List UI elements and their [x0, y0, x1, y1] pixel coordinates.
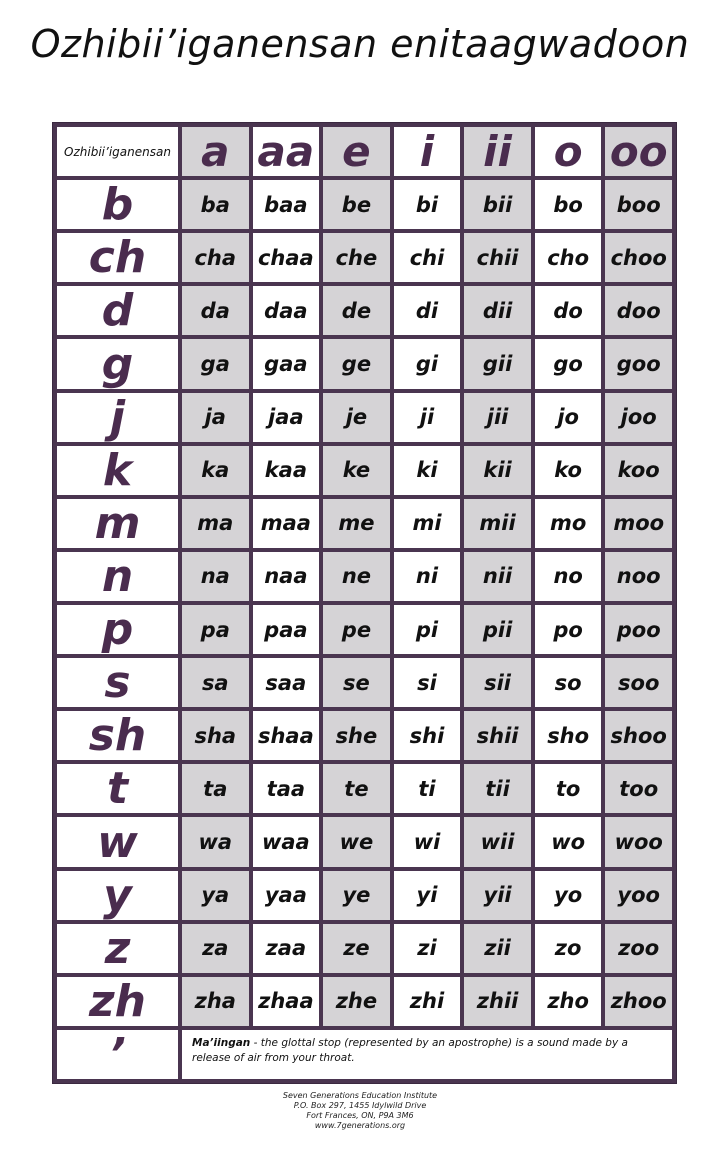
syllable-cell: goo: [605, 339, 672, 388]
syllable-cell: gaa: [253, 339, 320, 388]
syllable-cell: doo: [605, 286, 672, 335]
syllable-cell: bo: [535, 180, 602, 229]
vowel-header: a: [182, 127, 249, 176]
vowel-header: o: [535, 127, 602, 176]
glottal-stop-note: [182, 1030, 672, 1079]
syllable-cell: soo: [605, 658, 672, 707]
consonant-label: zh: [57, 977, 178, 1026]
syllable-cell: too: [605, 764, 672, 813]
syllable-cell: boo: [605, 180, 672, 229]
syllable-cell: ze: [323, 924, 390, 973]
syllable-cell: cho: [535, 233, 602, 282]
syllable-cell: ni: [394, 552, 461, 601]
syllable-cell: ta: [182, 764, 249, 813]
syllable-cell: zhoo: [605, 977, 672, 1026]
syllable-cell: noo: [605, 552, 672, 601]
syllable-cell: sha: [182, 711, 249, 760]
syllable-cell: daa: [253, 286, 320, 335]
syllable-cell: jo: [535, 393, 602, 442]
syllable-cell: no: [535, 552, 602, 601]
syllable-cell: zhii: [464, 977, 531, 1026]
syllable-cell: za: [182, 924, 249, 973]
syllable-cell: choo: [605, 233, 672, 282]
syllable-cell: yaa: [253, 871, 320, 920]
syllable-cell: ke: [323, 446, 390, 495]
syllable-cell: ki: [394, 446, 461, 495]
consonant-label: j: [57, 393, 178, 442]
syllable-cell: chii: [464, 233, 531, 282]
syllable-cell: she: [323, 711, 390, 760]
glottal-symbol: ’: [57, 1030, 178, 1079]
syllable-cell: ye: [323, 871, 390, 920]
syllable-cell: sii: [464, 658, 531, 707]
syllable-cell: pi: [394, 605, 461, 654]
syllable-cell: yi: [394, 871, 461, 920]
syllable-cell: shi: [394, 711, 461, 760]
syllable-cell: zha: [182, 977, 249, 1026]
syllable-cell: poo: [605, 605, 672, 654]
syllable-cell: joo: [605, 393, 672, 442]
syllable-cell: chaa: [253, 233, 320, 282]
syllable-cell: mii: [464, 499, 531, 548]
syllable-cell: nii: [464, 552, 531, 601]
syllable-cell: gi: [394, 339, 461, 388]
vowel-header: oo: [605, 127, 672, 176]
syllable-cell: saa: [253, 658, 320, 707]
syllable-cell: gii: [464, 339, 531, 388]
syllable-cell: zii: [464, 924, 531, 973]
syllable-cell: wo: [535, 817, 602, 866]
consonant-label: m: [57, 499, 178, 548]
consonant-label: t: [57, 764, 178, 813]
syllable-cell: moo: [605, 499, 672, 548]
syllable-cell: naa: [253, 552, 320, 601]
syllable-cell: ko: [535, 446, 602, 495]
vowel-header: e: [323, 127, 390, 176]
syllable-cell: go: [535, 339, 602, 388]
syllable-cell: chi: [394, 233, 461, 282]
syllable-cell: yoo: [605, 871, 672, 920]
syllable-cell: cha: [182, 233, 249, 282]
syllable-cell: zoo: [605, 924, 672, 973]
syllable-cell: zhi: [394, 977, 461, 1026]
vowel-header: i: [394, 127, 461, 176]
syllable-cell: shaa: [253, 711, 320, 760]
syllable-cell: mi: [394, 499, 461, 548]
syllable-cell: ti: [394, 764, 461, 813]
syllable-cell: che: [323, 233, 390, 282]
page-title: Ozhibii’iganensan enitaagwadoon: [30, 22, 690, 66]
syllable-cell: zo: [535, 924, 602, 973]
syllable-cell: tii: [464, 764, 531, 813]
syllable-cell: yo: [535, 871, 602, 920]
syllable-cell: ka: [182, 446, 249, 495]
vowel-header: aa: [253, 127, 320, 176]
syllable-cell: da: [182, 286, 249, 335]
glottal-term: Ma’iingan: [192, 1036, 251, 1049]
syllable-cell: wii: [464, 817, 531, 866]
syllable-cell: zho: [535, 977, 602, 1026]
syllable-cell: so: [535, 658, 602, 707]
consonant-label: y: [57, 871, 178, 920]
consonant-label: p: [57, 605, 178, 654]
syllable-cell: ne: [323, 552, 390, 601]
footer-line: Fort Frances, ON, P9A 3M6: [306, 1111, 414, 1120]
consonant-label: z: [57, 924, 178, 973]
syllable-cell: do: [535, 286, 602, 335]
syllable-cell: kii: [464, 446, 531, 495]
syllabary-chart: [52, 122, 677, 1084]
syllable-cell: shoo: [605, 711, 672, 760]
syllable-cell: ya: [182, 871, 249, 920]
consonant-label: d: [57, 286, 178, 335]
syllable-cell: dii: [464, 286, 531, 335]
syllable-cell: zhaa: [253, 977, 320, 1026]
syllable-cell: zi: [394, 924, 461, 973]
consonant-label: b: [57, 180, 178, 229]
syllable-cell: ji: [394, 393, 461, 442]
syllable-cell: po: [535, 605, 602, 654]
syllable-cell: zhe: [323, 977, 390, 1026]
syllable-cell: bi: [394, 180, 461, 229]
syllable-cell: sa: [182, 658, 249, 707]
syllable-cell: we: [323, 817, 390, 866]
syllable-cell: de: [323, 286, 390, 335]
syllable-cell: koo: [605, 446, 672, 495]
syllable-cell: ja: [182, 393, 249, 442]
syllable-cell: pa: [182, 605, 249, 654]
syllable-cell: ma: [182, 499, 249, 548]
consonant-label: n: [57, 552, 178, 601]
syllable-cell: bii: [464, 180, 531, 229]
footer-address: [0, 1091, 720, 1131]
syllable-cell: pii: [464, 605, 531, 654]
syllable-cell: waa: [253, 817, 320, 866]
consonant-label: k: [57, 446, 178, 495]
syllable-cell: yii: [464, 871, 531, 920]
footer-line: www.7generations.org: [314, 1121, 406, 1130]
syllable-cell: woo: [605, 817, 672, 866]
syllable-cell: shii: [464, 711, 531, 760]
syllable-cell: maa: [253, 499, 320, 548]
syllable-cell: na: [182, 552, 249, 601]
syllable-cell: pe: [323, 605, 390, 654]
syllable-cell: si: [394, 658, 461, 707]
syllable-cell: te: [323, 764, 390, 813]
syllable-cell: jii: [464, 393, 531, 442]
syllable-cell: be: [323, 180, 390, 229]
consonant-label: ch: [57, 233, 178, 282]
syllable-cell: je: [323, 393, 390, 442]
consonant-label: sh: [57, 711, 178, 760]
syllable-cell: sho: [535, 711, 602, 760]
syllable-cell: ga: [182, 339, 249, 388]
syllable-cell: paa: [253, 605, 320, 654]
syllable-cell: wi: [394, 817, 461, 866]
consonant-label: w: [57, 817, 178, 866]
syllable-cell: to: [535, 764, 602, 813]
consonant-label: s: [57, 658, 178, 707]
syllable-cell: baa: [253, 180, 320, 229]
syllable-cell: kaa: [253, 446, 320, 495]
vowel-header: ii: [464, 127, 531, 176]
syllable-cell: se: [323, 658, 390, 707]
footer-line: P.O. Box 297, 1455 Idylwild Drive: [293, 1101, 427, 1110]
footer-line: Seven Generations Education Institute: [282, 1091, 438, 1100]
corner-label: Ozhibii’iganensan: [57, 127, 178, 176]
syllable-cell: jaa: [253, 393, 320, 442]
syllable-cell: taa: [253, 764, 320, 813]
syllable-cell: mo: [535, 499, 602, 548]
glottal-description: - the glottal stop (represented by an apostrophe) is a sound made by a release of air from your throat.: [192, 1036, 628, 1064]
consonant-label: g: [57, 339, 178, 388]
syllable-cell: di: [394, 286, 461, 335]
syllable-cell: ba: [182, 180, 249, 229]
syllable-cell: ge: [323, 339, 390, 388]
syllable-cell: wa: [182, 817, 249, 866]
syllable-cell: zaa: [253, 924, 320, 973]
syllable-cell: me: [323, 499, 390, 548]
